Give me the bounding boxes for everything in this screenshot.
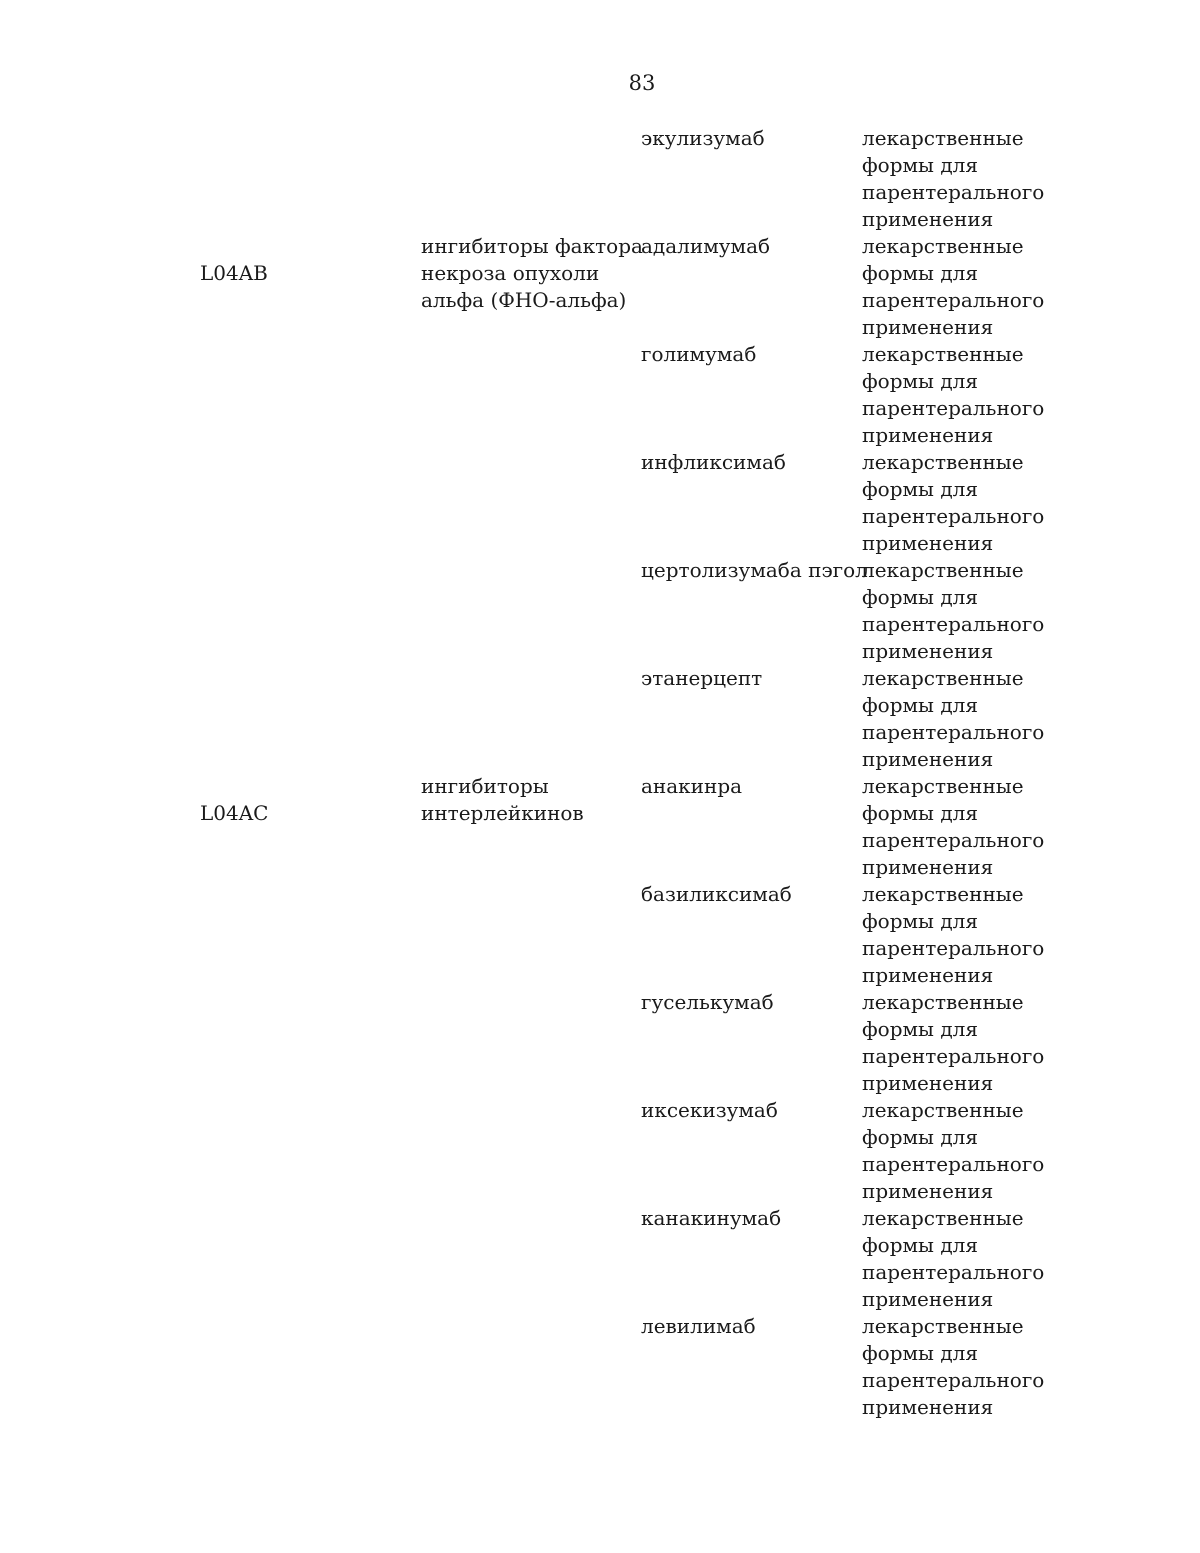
dosage-form-line: лекарственные xyxy=(862,234,1024,258)
dosage-form xyxy=(862,557,1044,665)
dosage-form-line: применения xyxy=(862,747,994,771)
page-number: 83 xyxy=(628,71,656,95)
drug-name: экулизумаб xyxy=(641,126,765,150)
group-line: ингибиторы фактора xyxy=(421,234,643,258)
group-line: интерлейкинов xyxy=(421,801,584,825)
group-line: альфа (ФНО-альфа) xyxy=(421,288,627,312)
dosage-form-line: лекарственные xyxy=(862,1206,1024,1230)
dosage-form-line: формы для xyxy=(862,1233,978,1257)
dosage-form-line: лекарственные xyxy=(862,774,1024,798)
dosage-form-line: лекарственные xyxy=(862,1314,1024,1338)
table-row xyxy=(0,341,1200,449)
dosage-form-line: формы для xyxy=(862,801,978,825)
dosage-form-line: применения xyxy=(862,423,994,447)
dosage-form xyxy=(862,881,1044,989)
dosage-form-line: парентерального xyxy=(862,288,1045,312)
dosage-form-line: лекарственные xyxy=(862,1098,1024,1122)
dosage-form-line: парентерального xyxy=(862,396,1045,420)
dosage-form-line: формы для xyxy=(862,1125,978,1149)
table-row xyxy=(0,233,1200,341)
atc-code: L04AC xyxy=(200,801,269,825)
dosage-form-line: парентерального xyxy=(862,1152,1045,1176)
group-line: ингибиторы xyxy=(421,774,549,798)
dosage-form xyxy=(862,449,1044,557)
drug-name: голимумаб xyxy=(641,342,757,366)
dosage-form-line: применения xyxy=(862,315,994,339)
dosage-form-line: применения xyxy=(862,1287,994,1311)
drug-name: левилимаб xyxy=(641,1314,756,1338)
pharmacological-group xyxy=(421,233,643,314)
table-row xyxy=(0,1205,1200,1313)
dosage-form-line: применения xyxy=(862,639,994,663)
dosage-form xyxy=(862,665,1044,773)
dosage-form-line: формы для xyxy=(862,369,978,393)
dosage-form-line: применения xyxy=(862,855,994,879)
dosage-form-line: формы для xyxy=(862,477,978,501)
dosage-form-line: формы для xyxy=(862,1341,978,1365)
dosage-form xyxy=(862,1097,1044,1205)
dosage-form-line: формы для xyxy=(862,1017,978,1041)
pharmacological-group xyxy=(421,773,584,827)
dosage-form-line: применения xyxy=(862,1395,994,1419)
dosage-form xyxy=(862,341,1044,449)
table-row xyxy=(0,1097,1200,1205)
dosage-form-line: формы для xyxy=(862,909,978,933)
table-row xyxy=(0,881,1200,989)
dosage-form xyxy=(862,1205,1044,1313)
dosage-form-line: лекарственные xyxy=(862,450,1024,474)
dosage-form-line: парентерального xyxy=(862,1044,1045,1068)
drug-name: инфликсимаб xyxy=(641,450,786,474)
drug-name: анакинра xyxy=(641,774,743,798)
dosage-form-line: парентерального xyxy=(862,504,1045,528)
dosage-form xyxy=(862,989,1044,1097)
drug-name: адалимумаб xyxy=(641,234,771,258)
dosage-form xyxy=(862,773,1044,881)
group-line: некроза опухоли xyxy=(421,261,600,285)
dosage-form-line: парентерального xyxy=(862,180,1045,204)
dosage-form-line: лекарственные xyxy=(862,882,1024,906)
dosage-form-line: парентерального xyxy=(862,936,1045,960)
dosage-form-line: парентерального xyxy=(862,828,1045,852)
table-row xyxy=(0,449,1200,557)
drug-name: канакинумаб xyxy=(641,1206,782,1230)
dosage-form-line: лекарственные xyxy=(862,342,1024,366)
dosage-form-line: парентерального xyxy=(862,612,1045,636)
drug-table xyxy=(0,125,1200,1421)
dosage-form-line: формы для xyxy=(862,261,978,285)
drug-name: цертолизумаба пэгол xyxy=(641,558,868,582)
table-row xyxy=(0,773,1200,881)
dosage-form-line: формы для xyxy=(862,153,978,177)
dosage-form-line: парентерального xyxy=(862,720,1045,744)
dosage-form xyxy=(862,125,1044,233)
dosage-form-line: формы для xyxy=(862,693,978,717)
drug-name: этанерцепт xyxy=(641,666,763,690)
table-row xyxy=(0,557,1200,665)
dosage-form-line: парентерального xyxy=(862,1260,1045,1284)
table-row xyxy=(0,989,1200,1097)
table-row xyxy=(0,665,1200,773)
table-row xyxy=(0,125,1200,233)
dosage-form-line: применения xyxy=(862,1071,994,1095)
dosage-form-line: лекарственные xyxy=(862,990,1024,1014)
atc-code: L04AB xyxy=(200,261,268,285)
drug-name: иксекизумаб xyxy=(641,1098,778,1122)
dosage-form-line: применения xyxy=(862,1179,994,1203)
table-row xyxy=(0,1313,1200,1421)
dosage-form-line: лекарственные xyxy=(862,558,1024,582)
dosage-form xyxy=(862,1313,1044,1421)
drug-name: базиликсимаб xyxy=(641,882,792,906)
dosage-form-line: лекарственные xyxy=(862,126,1024,150)
dosage-form xyxy=(862,233,1044,341)
dosage-form-line: применения xyxy=(862,963,994,987)
dosage-form-line: формы для xyxy=(862,585,978,609)
dosage-form-line: лекарственные xyxy=(862,666,1024,690)
dosage-form-line: парентерального xyxy=(862,1368,1045,1392)
dosage-form-line: применения xyxy=(862,207,994,231)
dosage-form-line: применения xyxy=(862,531,994,555)
drug-name: гуселькумаб xyxy=(641,990,774,1014)
